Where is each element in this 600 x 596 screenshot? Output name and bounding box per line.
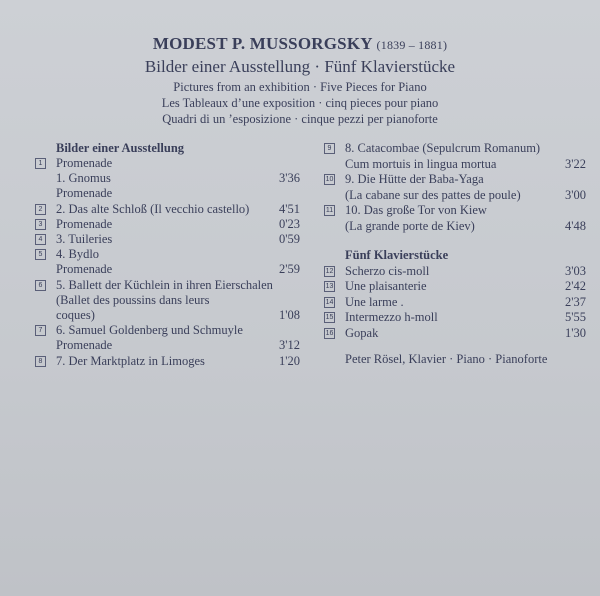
track-line xyxy=(324,171,586,187)
track-duration: 3'12 xyxy=(278,338,300,353)
track-duration: 0'23 xyxy=(278,216,300,231)
track-duration: 2'42 xyxy=(564,279,586,294)
track-line xyxy=(324,325,586,341)
track-title: (Ballet des poussins dans leurs xyxy=(56,292,210,307)
track-number-box: 4 xyxy=(35,234,46,245)
track-line xyxy=(35,216,300,232)
track-number-box: 8 xyxy=(35,356,46,367)
track-title: 8. Catacombae (Sepulcrum Romanum) xyxy=(345,141,541,155)
track-title: Promenade xyxy=(56,338,113,353)
track-line xyxy=(35,277,300,293)
track-line xyxy=(35,337,300,353)
track-title: Promenade xyxy=(56,216,113,231)
composer-heading xyxy=(0,34,600,54)
track-line xyxy=(35,155,300,171)
right-tracklist xyxy=(324,140,586,370)
track-title: Promenade xyxy=(56,262,113,277)
track-title: 10. Das große Tor von Kiew xyxy=(345,203,487,217)
track-line xyxy=(35,201,300,217)
track-duration: 3'22 xyxy=(564,156,586,171)
track-title: coques) xyxy=(56,308,95,322)
track-duration: 5'55 xyxy=(564,310,586,325)
left-tracklist xyxy=(35,140,300,370)
track-title: 7. Der Marktplatz in Limoges xyxy=(56,353,205,368)
track-duration: 1'08 xyxy=(278,308,300,322)
track-duration: 2'59 xyxy=(278,262,300,277)
track-title: 4. Bydlo xyxy=(56,247,100,262)
track-number-box: 16 xyxy=(325,329,334,337)
track-title: 6. Samuel Goldenberg und Schmuyle xyxy=(56,323,243,338)
track-line xyxy=(35,322,300,338)
track-line xyxy=(35,246,300,262)
track-line xyxy=(324,187,586,203)
track-duration: 3'00 xyxy=(564,187,586,202)
track-title: Une larme . xyxy=(345,294,404,309)
track-number-box: 7 xyxy=(35,325,46,336)
track-line xyxy=(324,294,586,310)
track-duration: 4'51 xyxy=(278,201,300,216)
track-duration: 3'36 xyxy=(278,171,300,186)
track-number-box: 2 xyxy=(35,204,46,215)
track-number-box: 14 xyxy=(325,298,334,306)
track-line xyxy=(35,231,300,247)
track-line xyxy=(35,261,300,277)
subtitle-french: Les Tableaux d’une exposition · cinq pieces pour piano xyxy=(161,96,439,110)
track-number-box: 11 xyxy=(325,207,334,214)
track-title: Promenade xyxy=(56,156,113,170)
track-title: Une plaisanterie xyxy=(345,279,427,294)
track-number-box: 12 xyxy=(325,268,334,275)
track-title: Intermezzo h-moll xyxy=(345,310,438,325)
track-line xyxy=(324,156,586,172)
track-line xyxy=(324,278,586,294)
track-title: (La grande porte de Kiev) xyxy=(345,218,475,233)
track-title: 9. Die Hütte der Baba-Yaga xyxy=(345,172,484,186)
track-title: (La cabane sur des pattes de poule) xyxy=(345,187,521,202)
track-title: 1. Gnomus xyxy=(56,171,111,186)
track-line xyxy=(35,170,300,186)
track-duration: 1'30 xyxy=(564,325,586,340)
track-number-box: 3 xyxy=(35,219,46,230)
track-duration: 3'03 xyxy=(564,264,586,278)
track-line xyxy=(35,185,300,201)
track-title: Gopak xyxy=(345,325,379,340)
track-number-box: 13 xyxy=(325,283,334,291)
track-line xyxy=(324,140,586,156)
right-section-heading: Fünf Klavierstücke xyxy=(345,248,449,262)
track-line xyxy=(324,309,586,325)
track-number-box: 15 xyxy=(325,314,334,322)
track-title: Scherzo cis-moll xyxy=(345,264,430,278)
track-line xyxy=(35,353,300,369)
track-duration: 0'59 xyxy=(278,232,300,246)
composer-dates: (1839 – 1881) xyxy=(376,38,448,52)
subtitle-english: Pictures from an exhibition · Five Pieces for Piano xyxy=(173,80,427,94)
track-number-box: 6 xyxy=(35,280,46,291)
track-line xyxy=(324,202,586,218)
track-title: 3. Tuileries xyxy=(56,232,113,246)
track-number-box: 10 xyxy=(325,176,334,183)
track-title: Promenade xyxy=(56,186,113,201)
track-duration: 2'37 xyxy=(564,294,586,309)
track-number-box: 9 xyxy=(324,143,335,154)
track-title: 5. Ballett der Küchlein in ihren Eierschalen xyxy=(56,277,273,292)
performer-credit: Peter Rösel, Klavier · Piano · Pianoforte xyxy=(345,352,548,366)
track-title: Cum mortuis in lingua mortua xyxy=(345,156,497,171)
track-line xyxy=(324,263,586,279)
subtitle-italian: Quadri di un ’esposizione · cinque pezzi per pianoforte xyxy=(162,112,438,126)
left-section-heading: Bilder einer Ausstellung xyxy=(56,141,185,155)
composer-name: MODEST P. MUSSORGSKY xyxy=(152,34,373,53)
work-title: Bilder einer Ausstellung · Fünf Klavierstücke xyxy=(144,57,456,76)
track-number-box: 5 xyxy=(35,249,46,260)
track-title: 2. Das alte Schloß (Il vecchio castello) xyxy=(56,201,250,216)
track-duration: 1'20 xyxy=(278,353,300,368)
track-line xyxy=(324,218,586,234)
track-line xyxy=(35,307,300,323)
track-line xyxy=(35,292,300,308)
track-number-box: 1 xyxy=(35,158,46,169)
track-duration: 4'48 xyxy=(564,218,586,233)
